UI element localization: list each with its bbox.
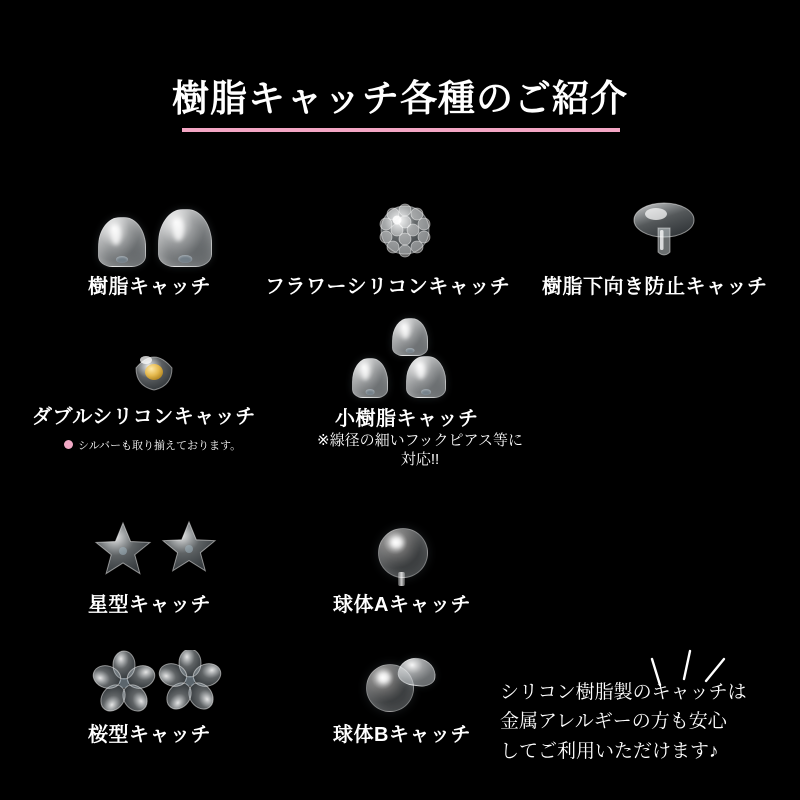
title-underline xyxy=(182,128,620,132)
small-resin-catch-label: 小樹脂キャッチ xyxy=(335,408,479,430)
page-title xyxy=(0,78,800,127)
sakura-catch-image xyxy=(92,650,222,716)
small-resin-catch-note xyxy=(290,432,550,470)
sakura-catch-label: 桜型キャッチ xyxy=(88,724,211,746)
pink-bullet-dot xyxy=(64,440,73,449)
silver-note: シルバーも取り揃えております。 xyxy=(78,440,242,452)
sphere-a-catch-label: 球体Aキャッチ xyxy=(333,594,471,616)
allergy-note-line1: シリコン樹脂製のキャッチは xyxy=(500,682,747,703)
sphere-b-catch-image xyxy=(366,658,438,718)
double-silicone-catch-image xyxy=(126,348,182,394)
resin-catch-label: 樹脂キャッチ xyxy=(88,276,211,298)
allergy-note-line2: 金属アレルギーの方も安心 xyxy=(500,711,727,733)
small-resin-catch-note-line1: ※線径の細いフックピアス等に xyxy=(317,432,523,449)
page-title-text: 樹脂キャッチ各種のご紹介 xyxy=(172,78,628,119)
resin-anti-droop-catch-label: 樹脂下向き防止キャッチ xyxy=(542,276,768,298)
flower-silicone-catch-label: フラワーシリコンキャッチ xyxy=(265,276,511,298)
resin-anti-droop-catch-image xyxy=(620,198,708,266)
resin-catch-image xyxy=(96,205,226,267)
small-resin-catch-image xyxy=(348,318,468,400)
star-catch-label: 星型キャッチ xyxy=(88,594,211,616)
allergy-note xyxy=(500,678,800,766)
sphere-a-catch-image xyxy=(372,528,436,588)
flower-silicone-catch-image xyxy=(370,200,440,266)
small-resin-catch-note-line2: 対応!! xyxy=(400,450,440,468)
star-catch-image xyxy=(92,520,222,582)
allergy-note-line3: してご利用いただけます♪ xyxy=(500,740,719,762)
sphere-b-catch-label: 球体Bキャッチ xyxy=(333,724,471,746)
double-silicone-catch-label: ダブルシリコンキャッチ xyxy=(32,406,256,428)
